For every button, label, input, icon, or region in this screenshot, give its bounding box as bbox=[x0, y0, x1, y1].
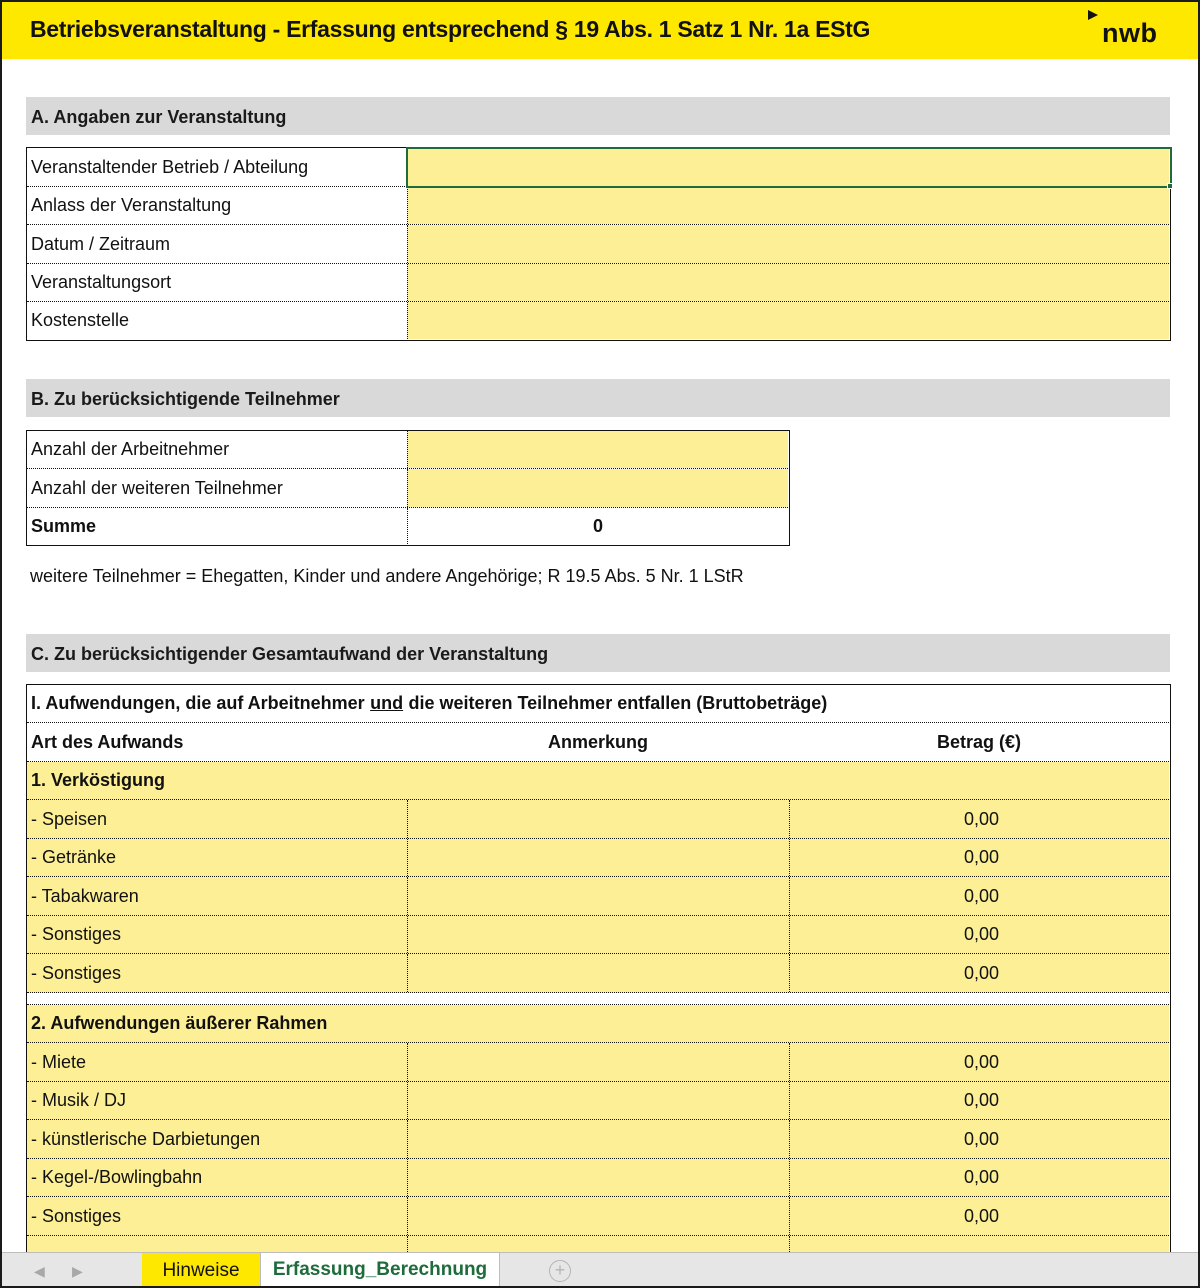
table-row bbox=[27, 839, 1169, 877]
prev-sheet-icon[interactable]: ◀ bbox=[34, 1263, 45, 1279]
expense-label: - Sonstiges bbox=[31, 962, 122, 983]
betrag-input[interactable]: 0,00 bbox=[789, 954, 1169, 992]
betrag-input[interactable]: 0,00 bbox=[789, 1043, 1169, 1081]
anmerkung-input[interactable] bbox=[407, 1120, 789, 1158]
subtitle-part: I. Aufwendungen, die auf Arbeitnehmer bbox=[31, 693, 365, 713]
logo-text: nwb bbox=[1102, 18, 1158, 48]
section-b-header bbox=[26, 379, 1170, 417]
section-a-header bbox=[26, 97, 1170, 135]
table-row bbox=[27, 800, 1169, 839]
datum-zeitraum-input[interactable] bbox=[407, 225, 1169, 263]
spacer-row bbox=[27, 993, 1169, 1005]
betrag-input[interactable]: 0,00 bbox=[789, 800, 1169, 838]
expense-label: - Sonstiges bbox=[31, 1205, 122, 1226]
betrag-input[interactable]: 0,00 bbox=[789, 1197, 1169, 1235]
group-title-row bbox=[27, 762, 1169, 800]
section-c-header bbox=[26, 634, 1170, 672]
expense-label: - Miete bbox=[31, 1051, 87, 1072]
table-row bbox=[27, 1197, 1169, 1236]
expense-label: - Tabakwaren bbox=[31, 885, 139, 906]
anmerkung-input[interactable] bbox=[407, 916, 789, 953]
table-row bbox=[27, 148, 1169, 187]
aufwendungen-subtitle bbox=[27, 685, 1169, 722]
nwb-logo bbox=[1088, 6, 1168, 54]
betrag-input[interactable]: 0,00 bbox=[789, 1082, 1169, 1119]
table-row bbox=[27, 916, 1169, 954]
anmerkung-input[interactable] bbox=[407, 1159, 789, 1196]
section-c-title: C. Zu berücksichtigender Gesamtaufwand der Veranstaltung bbox=[31, 644, 549, 664]
expense-label: - künstlerische Darbietungen bbox=[31, 1128, 261, 1149]
table-row bbox=[27, 264, 1169, 302]
anzahl-weitere-teilnehmer-input[interactable] bbox=[407, 469, 788, 507]
add-sheet-icon[interactable]: + bbox=[549, 1260, 571, 1282]
row-label: Anlass der Veranstaltung bbox=[31, 195, 232, 215]
row-label: Veranstaltungsort bbox=[31, 272, 172, 292]
table-row bbox=[27, 431, 788, 469]
expense-label: - Speisen bbox=[31, 808, 108, 829]
anmerkung-input[interactable] bbox=[407, 800, 789, 838]
column-header-betrag: Betrag (€) bbox=[936, 731, 1021, 752]
betrieb-abteilung-input[interactable] bbox=[407, 148, 1169, 186]
anzahl-arbeitnehmer-input[interactable] bbox=[407, 431, 788, 468]
fill-handle[interactable] bbox=[1167, 183, 1173, 189]
table-row bbox=[27, 302, 1169, 339]
expense-label: - Getränke bbox=[31, 847, 117, 867]
expense-label: - Musik / DJ bbox=[31, 1090, 127, 1110]
kostenstelle-input[interactable] bbox=[407, 302, 1169, 339]
section-b-table bbox=[26, 430, 790, 546]
column-header-row bbox=[27, 723, 1169, 762]
sheet-tab-bar bbox=[2, 1252, 1198, 1288]
subtitle-underlined: und bbox=[370, 693, 404, 713]
anmerkung-input[interactable] bbox=[407, 839, 789, 876]
anmerkung-input[interactable] bbox=[407, 877, 789, 915]
row-label: Datum / Zeitraum bbox=[31, 233, 171, 254]
table-row bbox=[27, 1082, 1169, 1120]
title-banner bbox=[2, 2, 1198, 59]
anmerkung-input[interactable] bbox=[407, 1197, 789, 1235]
table-row bbox=[27, 1120, 1169, 1159]
anlass-input[interactable] bbox=[407, 187, 1169, 224]
teilnehmer-note: weitere Teilnehmer = Ehegatten, Kinder und andere Angehörige; R 19.5 Abs. 5 Nr. 1 LStR bbox=[30, 566, 744, 586]
section-b-title: B. Zu berücksichtigende Teilnehmer bbox=[31, 389, 340, 409]
row-label: Anzahl der Arbeitnehmer bbox=[31, 439, 230, 459]
veranstaltungsort-input[interactable] bbox=[407, 264, 1169, 301]
anmerkung-input[interactable] bbox=[407, 1082, 789, 1119]
betrag-input[interactable]: 0,00 bbox=[789, 1120, 1169, 1158]
summe-label: Summe bbox=[31, 515, 97, 536]
section-a-table bbox=[26, 147, 1171, 341]
next-sheet-icon[interactable]: ▶ bbox=[72, 1263, 83, 1279]
row-label: Veranstaltender Betrieb / Abteilung bbox=[31, 156, 309, 177]
column-header-art: Art des Aufwands bbox=[31, 731, 184, 752]
anmerkung-input[interactable] bbox=[407, 1043, 789, 1081]
betrag-input[interactable]: 0,00 bbox=[789, 916, 1169, 953]
table-row bbox=[27, 954, 1169, 993]
summe-value: 0 bbox=[407, 508, 788, 544]
tab-erfassung-berechnung[interactable]: Erfassung_Berechnung bbox=[260, 1253, 500, 1288]
anmerkung-input[interactable] bbox=[407, 954, 789, 992]
row-label: Kostenstelle bbox=[31, 310, 130, 330]
table-row bbox=[27, 877, 1169, 916]
page-title: Betriebsveranstaltung - Erfassung entsprechend § 19 Abs. 1 Satz 1 Nr. 1a EStG bbox=[30, 16, 871, 42]
section-a-title: A. Angaben zur Veranstaltung bbox=[31, 107, 287, 127]
table-row bbox=[27, 187, 1169, 225]
table-row bbox=[27, 469, 788, 508]
table-row bbox=[27, 1043, 1169, 1082]
betrag-input[interactable]: 0,00 bbox=[789, 1159, 1169, 1196]
group-title-row bbox=[27, 1005, 1169, 1043]
expense-label: - Kegel-/Bowlingbahn bbox=[31, 1167, 203, 1187]
column-header-anmerkung: Anmerkung bbox=[547, 731, 648, 752]
betrag-input[interactable]: 0,00 bbox=[789, 839, 1169, 876]
group-verkoestigung-title: 1. Verköstigung bbox=[31, 770, 166, 790]
expense-label: - Sonstiges bbox=[31, 924, 122, 944]
subtitle-part: die weiteren Teilnehmer entfallen (Bruttobeträge) bbox=[408, 693, 828, 713]
tab-hinweise[interactable]: Hinweise bbox=[142, 1253, 260, 1288]
table-subtitle-row bbox=[27, 685, 1169, 723]
table-row-summe bbox=[27, 508, 788, 544]
table-row bbox=[27, 225, 1169, 264]
table-row bbox=[27, 1159, 1169, 1197]
section-c-table bbox=[26, 684, 1171, 1284]
play-arrow-icon bbox=[1088, 10, 1098, 20]
group-aeusserer-rahmen-title: 2. Aufwendungen äußerer Rahmen bbox=[31, 1013, 328, 1033]
row-label: Anzahl der weiteren Teilnehmer bbox=[31, 477, 283, 498]
betrag-input[interactable]: 0,00 bbox=[789, 877, 1169, 915]
